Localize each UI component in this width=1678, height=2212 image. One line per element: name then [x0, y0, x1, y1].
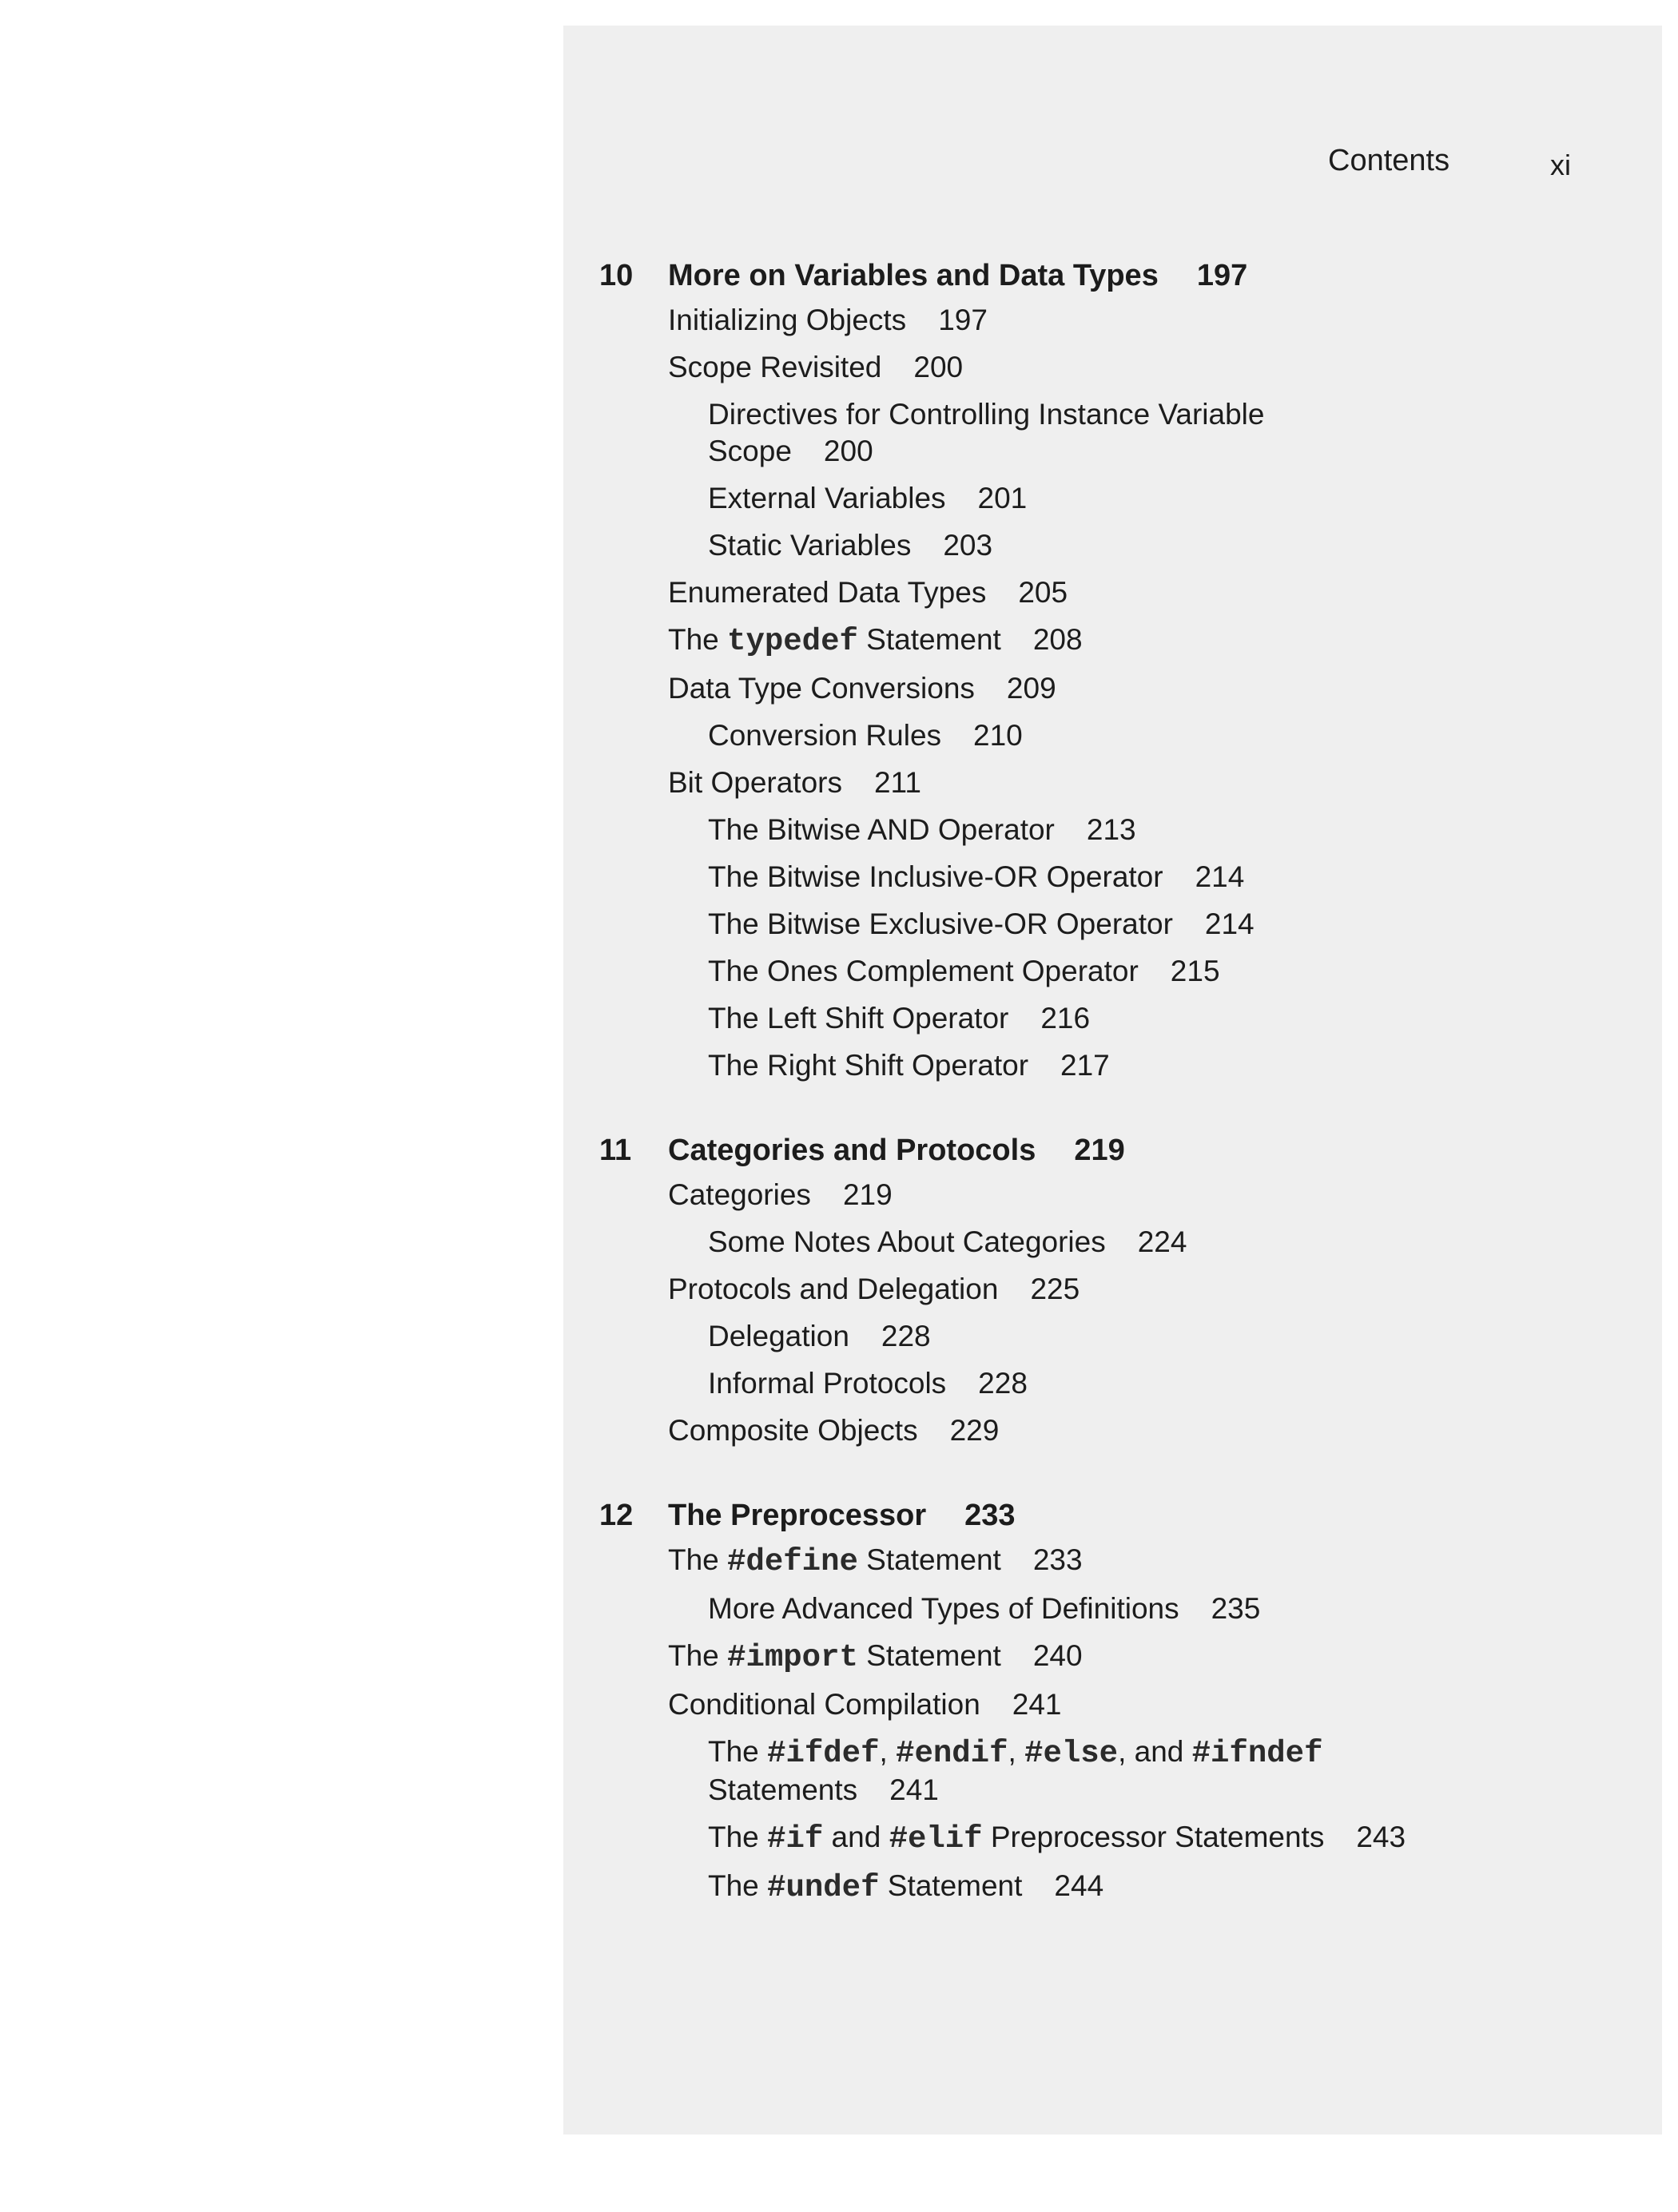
- entry-page: 214: [1204, 907, 1255, 940]
- toc-entry: [599, 622, 1654, 660]
- code-keyword: typedef: [727, 624, 858, 659]
- entry-text: Conversion Rules: [708, 719, 942, 752]
- entry-page: 241: [889, 1773, 939, 1806]
- entry-page: 205: [1018, 576, 1068, 609]
- page-corner-cutout: [1160, 2149, 1678, 2212]
- entry-text: Protocols and Delegation: [668, 1273, 999, 1305]
- toc-entry: [599, 1590, 1427, 1627]
- entry-text: Some Notes About Categories: [708, 1225, 1106, 1258]
- entry-text: The: [708, 1735, 768, 1768]
- toc-entry: [599, 1819, 1427, 1857]
- chapter-heading: [599, 1495, 1654, 1535]
- toc-entry: [599, 1638, 1654, 1676]
- toc-entry: [599, 1412, 1654, 1449]
- entry-page: 200: [823, 435, 873, 467]
- code-keyword: #ifdef: [767, 1736, 880, 1771]
- entry-text: The: [708, 1869, 768, 1902]
- chapter-title: More on Variables and Data Types: [668, 259, 1159, 292]
- entry-page: 233: [1032, 1543, 1083, 1576]
- entry-text: The Bitwise Inclusive-OR Operator: [708, 860, 1163, 893]
- toc-entry: [599, 1000, 1427, 1037]
- code-keyword: #endif: [896, 1736, 1008, 1771]
- running-title: Contents: [1328, 144, 1450, 177]
- entry-text: Enumerated Data Types: [668, 576, 987, 609]
- entry-text: Statements: [708, 1735, 1331, 1806]
- entry-text: , and: [1118, 1735, 1192, 1768]
- entry-page: 228: [881, 1320, 931, 1352]
- toc-entry: [599, 1686, 1654, 1723]
- entry-text: Conditional Compilation: [668, 1688, 980, 1721]
- entry-text: Scope Revisited: [668, 351, 882, 383]
- chapter-section: [599, 256, 1654, 1084]
- entry-page: 224: [1137, 1225, 1187, 1258]
- chapter-number: 11: [599, 1134, 632, 1167]
- toc-entry: [599, 1271, 1654, 1308]
- toc-entry: [599, 349, 1654, 386]
- entry-page: 213: [1086, 813, 1136, 846]
- toc-entry: [599, 812, 1427, 848]
- toc-entry: [599, 396, 1427, 470]
- chapter-title: The Preprocessor: [668, 1499, 927, 1532]
- toc-entry: [599, 670, 1654, 707]
- code-keyword: #define: [727, 1544, 858, 1579]
- toc-entry: [599, 764, 1654, 801]
- entry-page: 211: [873, 766, 921, 799]
- chapter-page: 197: [1196, 259, 1248, 292]
- entry-text: Initializing Objects: [668, 304, 907, 336]
- entry-page: 214: [1195, 860, 1245, 893]
- table-of-contents: [599, 256, 1654, 1952]
- entry-text: The: [668, 1639, 728, 1672]
- toc-entry: [599, 1542, 1654, 1580]
- entry-text: The Left Shift Operator: [708, 1002, 1009, 1035]
- entry-text: Data Type Conversions: [668, 672, 975, 705]
- entry-page: 228: [978, 1367, 1028, 1400]
- entry-text: and: [823, 1821, 889, 1853]
- entry-text: Statement: [857, 1639, 1001, 1672]
- entry-text: Preprocessor Statements: [982, 1821, 1325, 1853]
- entry-page: 200: [913, 351, 964, 383]
- entry-text: The Bitwise AND Operator: [708, 813, 1055, 846]
- toc-entry: [599, 302, 1654, 339]
- chapter-number: 12: [599, 1499, 634, 1532]
- toc-entry: [599, 1177, 1654, 1213]
- entry-page: 209: [1006, 672, 1056, 705]
- entry-text: The Right Shift Operator: [708, 1049, 1029, 1082]
- toc-entry: [599, 906, 1427, 943]
- chapter-page: 233: [964, 1499, 1016, 1532]
- entry-page: 215: [1170, 955, 1220, 987]
- code-keyword: #else: [1024, 1736, 1119, 1771]
- chapter-section: [599, 1130, 1654, 1449]
- toc-entry: [599, 480, 1427, 517]
- entry-page: 217: [1060, 1049, 1110, 1082]
- entry-text: External Variables: [708, 482, 946, 514]
- entry-text: Static Variables: [708, 529, 912, 562]
- toc-entry: [599, 527, 1427, 564]
- entry-page: 240: [1032, 1639, 1083, 1672]
- entry-page: 244: [1054, 1869, 1104, 1902]
- entry-page: 201: [977, 482, 1028, 514]
- entry-text: Statement: [857, 1543, 1001, 1576]
- entry-text: Bit Operators: [668, 766, 842, 799]
- chapter-heading: [599, 1130, 1654, 1170]
- code-keyword: #ifndef: [1191, 1736, 1323, 1771]
- page-number: xi: [1550, 149, 1571, 181]
- chapter-section: [599, 1495, 1654, 1906]
- chapter-heading: [599, 256, 1654, 296]
- entry-text: The Bitwise Exclusive-OR Operator: [708, 907, 1173, 940]
- entry-text: The Ones Complement Operator: [708, 955, 1139, 987]
- entry-text: ,: [1008, 1735, 1025, 1768]
- entry-text: Categories: [668, 1178, 811, 1211]
- chapter-title: Categories and Protocols: [668, 1134, 1036, 1167]
- entry-page: 216: [1040, 1002, 1091, 1035]
- entry-page: 229: [949, 1414, 1000, 1447]
- entry-text: More Advanced Types of Definitions: [708, 1592, 1179, 1625]
- entry-text: The: [668, 623, 728, 656]
- entry-page: 241: [1012, 1688, 1062, 1721]
- entry-page: 203: [943, 529, 993, 562]
- entry-page: 208: [1032, 623, 1083, 656]
- toc-entry: [599, 1365, 1427, 1402]
- chapter-number: 10: [599, 259, 634, 292]
- entry-page: 219: [842, 1178, 893, 1211]
- entry-page: 197: [938, 304, 988, 336]
- toc-entry: [599, 1047, 1427, 1084]
- toc-entry: [599, 1318, 1427, 1355]
- entry-page: 210: [973, 719, 1023, 752]
- toc-entry: [599, 1224, 1427, 1261]
- entry-page: 235: [1211, 1592, 1261, 1625]
- toc-entry: [599, 574, 1654, 611]
- entry-text: Delegation: [708, 1320, 849, 1352]
- entry-text: ,: [879, 1735, 897, 1768]
- entry-page: 243: [1356, 1821, 1406, 1853]
- entry-text: The: [668, 1543, 728, 1576]
- code-keyword: #elif: [889, 1821, 983, 1857]
- entry-text: Composite Objects: [668, 1414, 918, 1447]
- toc-entry: [599, 859, 1427, 896]
- chapter-page: 219: [1074, 1134, 1125, 1167]
- entry-text: Statement: [857, 623, 1001, 656]
- entry-text: Directives for Controlling Instance Variable Scope: [708, 398, 1265, 467]
- code-keyword: #if: [767, 1821, 824, 1857]
- toc-entry: [599, 1733, 1427, 1809]
- toc-entry: [599, 1868, 1427, 1906]
- code-keyword: #import: [727, 1640, 858, 1675]
- entry-text: Informal Protocols: [708, 1367, 947, 1400]
- code-keyword: #undef: [767, 1870, 880, 1905]
- entry-text: Statement: [879, 1869, 1023, 1902]
- toc-entry: [599, 717, 1427, 754]
- toc-entry: [599, 953, 1427, 990]
- entry-text: The: [708, 1821, 768, 1853]
- entry-page: 225: [1030, 1273, 1080, 1305]
